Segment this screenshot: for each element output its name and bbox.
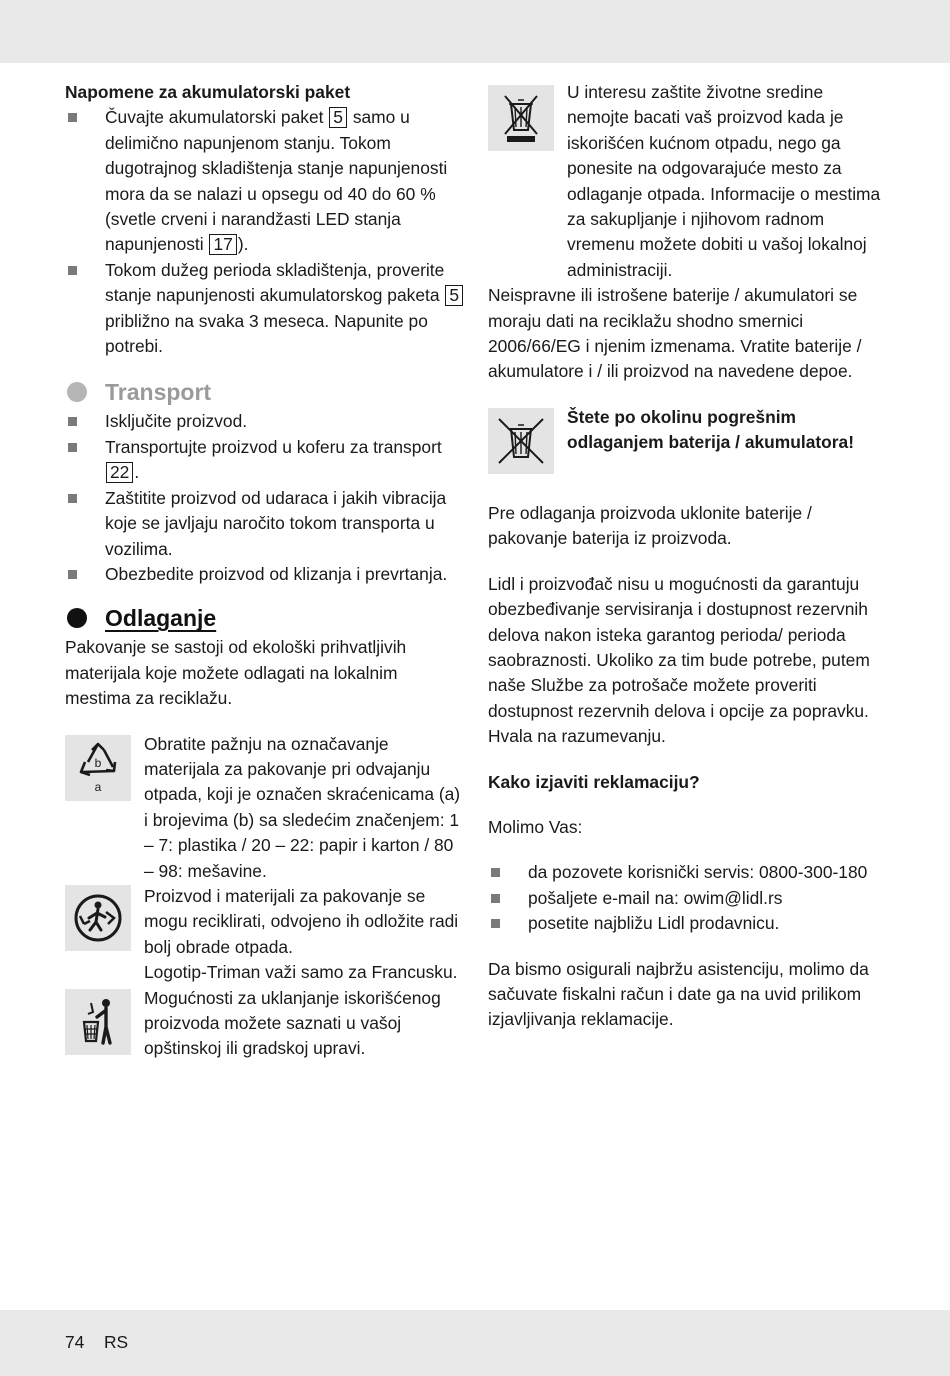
spare-parts-text: Lidl i proizvođač nisu u mogućnosti da garantuju obezbeđivanje servisiranja i dostupnost rezervnih delova nakon isteka garantog perioda/ perioda saobraznosti. Ukoliko za tim bude potrebe, putem naše Službe za potrošače možete proveriti dostupnost rezervnih delova i opcije za popravku. Hvala na razumevanju. — [488, 573, 870, 747]
municipal-disposal-block — [65, 986, 465, 1062]
list-item: Obezbedite proizvod od klizanja i prevrtanja. — [65, 562, 465, 587]
svg-text:a: a — [94, 779, 102, 794]
trash-bin-icon — [65, 989, 131, 1055]
disposal-heading: Odlaganje — [65, 603, 465, 633]
recycling-code-text: Obratite pažnju na označavanje materijala za pakovanje pri odvajanju otpada, koji je označen skraćenicama (a) i brojevima (b) sa sledećim značenjem: 1 – 7: plastika / 20 – 22: papir i karton / 80 – 98: mešavine. — [144, 733, 461, 881]
list-item: da pozovete korisnički servis: 0800-300-180 — [488, 860, 888, 885]
footer-bar — [0, 1310, 950, 1376]
closing-text: Da bismo osigurali najbržu asistenciju, molimo da sačuvate fiskalni račun i date ga na uvid prilikom izjavljivanja reklamacije. — [488, 958, 869, 1030]
list-item: posetite najbližu Lidl prodavnicu. — [488, 911, 888, 936]
list-item: Zaštitite proizvod od udaraca i jakih vibracija koje se javljaju naročito tokom transporta u vozilima. — [65, 486, 465, 562]
crossed-bin-icon — [488, 85, 554, 151]
crossed-bin-battery-icon — [488, 408, 554, 474]
transport-heading: Transport — [65, 377, 465, 407]
battery-warning-block — [488, 405, 888, 481]
list-item: Transportujte proizvod u koferu za transport 22 . — [65, 435, 465, 486]
complaint-list — [488, 860, 888, 936]
section-bullet-icon — [67, 608, 87, 628]
batteries-recycling-text: Neispravne ili istrošene baterije / akumulatori se moraju dati na reciklažu shodno smernici 2006/66/EG i njenim izmenama. Vratite baterije / akumulatore i / ili proizvod na navedene depoe. — [488, 285, 862, 382]
transport-list — [65, 409, 465, 587]
reference-number: 5 — [445, 285, 463, 306]
reference-number: 5 — [329, 107, 347, 128]
section-bullet-icon — [67, 382, 87, 402]
svg-text:b: b — [94, 755, 102, 770]
complaint-heading: Kako izjaviti reklamaciju? — [488, 771, 700, 792]
recycling-code-block — [65, 732, 465, 884]
language-code: RS — [104, 1332, 129, 1352]
battery-remove-text: Pre odlaganja proizvoda uklonite baterije / pakovanje baterija iz proizvoda. — [488, 502, 812, 549]
left-column — [65, 80, 465, 1062]
disposal-intro: Pakovanje se sastoji od ekološki prihvatljivih materijala koje možete odlagati na lokalnim mestima za reciklažu. — [65, 637, 407, 709]
triman-note: Logotip-Triman važi samo za Francusku. — [144, 962, 458, 983]
page-number: 74 — [65, 1332, 85, 1352]
battery-notes-list — [65, 105, 465, 359]
list-item: pošaljete e-mail na: owim@lidl.rs — [488, 886, 888, 911]
recycling-code-icon — [65, 735, 131, 801]
municipal-disposal-text: Mogućnosti za uklanjanje iskorišćenog proizvoda možete saznati u vašoj opštinskoj ili gradskoj upravi. — [144, 987, 441, 1059]
header-bar — [0, 0, 950, 63]
battery-notes-heading: Napomene za akumulatorski paket — [65, 82, 351, 102]
please-text: Molimo Vas: — [488, 816, 583, 837]
list-item: Čuvajte akumulatorski paket 5 samo u delimično napunjenom stanju. Tokom dugotrajnog skladištenja stanje napunjenosti mora da se nalazi u opsegu od 40 do 60 % (svetle crveni i narandžasti LED stanja napunjenosti 17 ). — [65, 105, 465, 257]
reference-number: 17 — [209, 234, 236, 255]
reference-number: 22 — [106, 462, 133, 483]
right-column — [488, 80, 888, 1033]
triman-text: Proizvod i materijali za pakovanje se mogu reciklirati, odvojeno ih odložite radi bolj obrade otpada. — [144, 885, 459, 957]
battery-warning-heading: Štete po okolinu pogrešnim odlaganjem baterija / akumulatora! — [567, 406, 855, 453]
triman-icon — [65, 885, 131, 951]
weee-block — [488, 80, 888, 283]
weee-text: U interesu zaštite životne sredine nemojte bacati vaš proizvod kada je iskorišćen kućnom otpadu, nego ga ponesite na odgovarajuće mesto za odlaganje otpada. Informacije o mestima za sakupljanje i njihovom radnom vremenu možete dobiti u vašoj lokalnoj administraciji. — [567, 82, 881, 280]
list-item: Tokom dužeg perioda skladištenja, proverite stanje napunjenosti akumulatorskog paketa 5 približno na svaka 3 meseca. Napunite po potrebi. — [65, 258, 465, 360]
triman-block — [65, 884, 465, 986]
list-item: Isključite proizvod. — [65, 409, 465, 434]
